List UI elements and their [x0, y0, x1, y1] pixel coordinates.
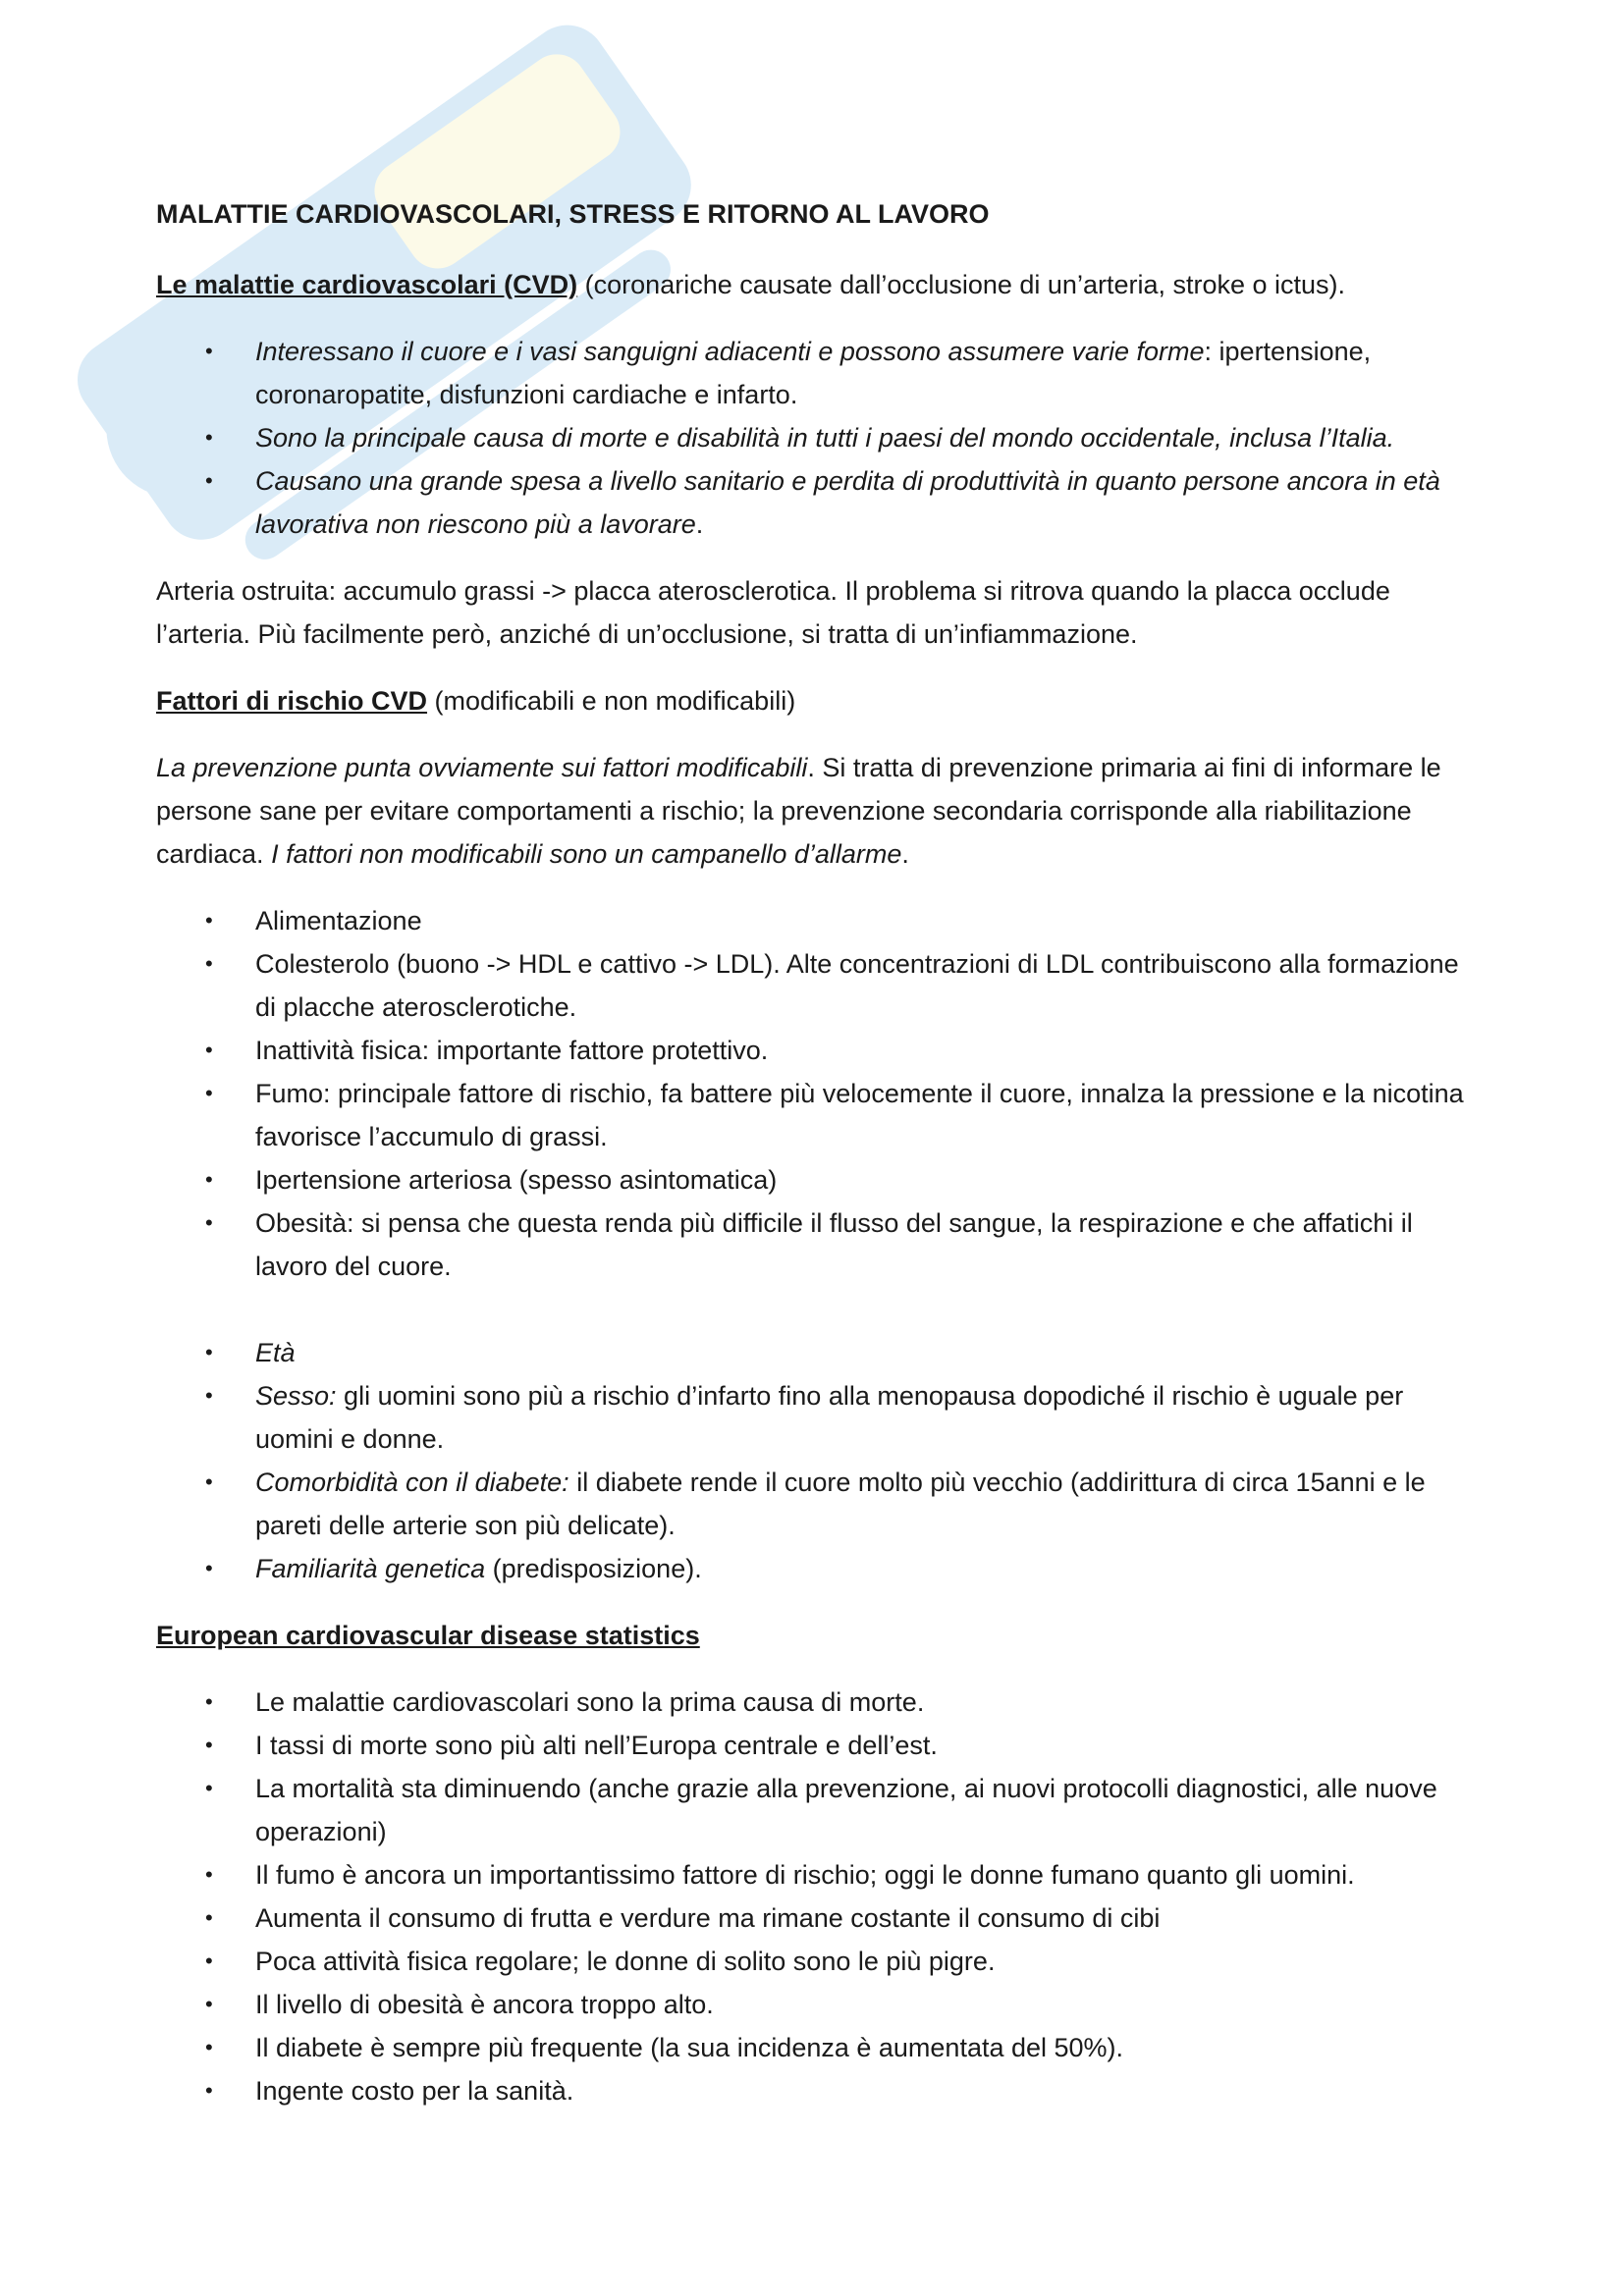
list-item: • Sesso: gli uomini sono più a rischio d’infarto fino alla menopausa dopodiché il rischio è uguale per uomini e donne. [156, 1374, 1477, 1461]
list-item: • Ingente costo per la sanità. [156, 2069, 1477, 2112]
bullet-icon: • [205, 2078, 213, 2103]
document-page [156, 192, 1477, 2136]
list-item: • Fumo: principale fattore di rischio, fa battere più velocemente il cuore, innalza la pressione e la nicotina favorisce l’accumulo di grassi. [156, 1072, 1477, 1158]
bullet-icon: • [205, 1038, 213, 1062]
heading-cvd-note: (coronariche causate dall’occlusione di un’arteria, stroke o ictus). [577, 270, 1346, 299]
list-item: • Inattività fisica: importante fattore protettivo. [156, 1029, 1477, 1072]
list-item: • Età [156, 1331, 1477, 1374]
document-title: MALATTIE CARDIOVASCOLARI, STRESS E RITORNO AL LAVORO [156, 199, 990, 229]
bullet-icon: • [205, 1949, 213, 1973]
list-item: • Aumenta il consumo di frutta e verdure ma rimane costante il consumo di cibi [156, 1896, 1477, 1940]
list-item: • Obesità: si pensa che questa renda più difficile il flusso del sangue, la respirazione e che affatichi il lavoro del cuore. [156, 1201, 1477, 1288]
bullet-icon: • [205, 1689, 213, 1714]
bullet-icon: • [205, 1081, 213, 1105]
bullet-icon: • [205, 1556, 213, 1580]
list-item: • Colesterolo (buono -> HDL e cattivo -> LDL). Alte concentrazioni di LDL contribuiscono alla formazione di placche aterosclerotiche. [156, 942, 1477, 1029]
list-item: • Il livello di obesità è ancora troppo alto. [156, 1983, 1477, 2026]
bullet-icon: • [205, 1469, 213, 1494]
list-item: • Interessano il cuore e i vasi sanguigni adiacenti e possono assumere varie forme: ipertensione, coronaropatite, disfunzioni cardiache e infarto. [156, 330, 1477, 416]
list-item: • Comorbidità con il diabete: il diabete rende il cuore molto più vecchio (addirittura di circa 15anni e le pareti delle arterie son più delicate). [156, 1461, 1477, 1547]
heading-risk: Fattori di rischio CVD [156, 686, 428, 716]
cvd-list [156, 330, 1477, 546]
section-heading-cvd [156, 263, 1477, 306]
heading-cvd: Le malattie cardiovascolari (CVD) [156, 270, 578, 299]
bullet-icon: • [205, 425, 213, 450]
bullet-icon: • [205, 1383, 213, 1408]
bullet-icon: • [205, 1905, 213, 1930]
bullet-icon: • [205, 1776, 213, 1800]
statistics-list [156, 1681, 1477, 2112]
bullet-icon: • [205, 468, 213, 493]
list-item: • Poca attività fisica regolare; le donne di solito sono le più pigre. [156, 1940, 1477, 1983]
list-item: • Il diabete è sempre più frequente (la sua incidenza è aumentata del 50%). [156, 2026, 1477, 2069]
bullet-icon: • [205, 1340, 213, 1364]
heading-risk-note: (modificabili e non modificabili) [427, 686, 796, 716]
bullet-icon: • [205, 1992, 213, 2016]
bullet-icon: • [205, 2035, 213, 2059]
bullet-icon: • [205, 951, 213, 976]
bullet-icon: • [205, 1167, 213, 1192]
list-item: • Causano una grande spesa a livello sanitario e perdita di produttività in quanto persone ancora in età lavorativa non riescono più a lavorare. [156, 459, 1477, 546]
bullet-icon: • [205, 908, 213, 933]
list-item: • Il fumo è ancora un importantissimo fattore di rischio; oggi le donne fumano quanto gli uomini. [156, 1853, 1477, 1896]
list-item: • Familiarità genetica (predisposizione). [156, 1547, 1477, 1590]
list-item: • La mortalità sta diminuendo (anche grazie alla prevenzione, ai nuovi protocolli diagnostici, alle nuove operazioni) [156, 1767, 1477, 1853]
artery-paragraph: Arteria ostruita: accumulo grassi -> placca aterosclerotica. Il problema si ritrova quando la placca occlude l’arteria. Più facilmente però, anziché di un’occlusione, si tratta di un’infiammazione. [156, 576, 1390, 649]
bullet-icon: • [205, 1210, 213, 1235]
prevention-paragraph: La prevenzione punta ovviamente sui fattori modificabili. Si tratta di prevenzione primaria ai fini di informare le persone sane per evitare comportamenti a rischio; la prevenzione secondaria corrisponde alla riabilitazione cardiaca. I fattori non modificabili sono un campanello d’allarme. [156, 753, 1441, 869]
section-heading-risk [156, 679, 1477, 722]
list-item: • I tassi di morte sono più alti nell’Europa centrale e dell’est. [156, 1724, 1477, 1767]
bullet-icon: • [205, 1733, 213, 1757]
bullet-icon: • [205, 339, 213, 363]
list-item: • Sono la principale causa di morte e disabilità in tutti i paesi del mondo occidentale, inclusa l’Italia. [156, 416, 1477, 459]
list-item: • Le malattie cardiovascolari sono la prima causa di morte. [156, 1681, 1477, 1724]
heading-statistics: European cardiovascular disease statistics [156, 1621, 700, 1650]
section-heading-statistics [156, 1614, 1477, 1657]
list-item: • Alimentazione [156, 899, 1477, 942]
list-item: • Ipertensione arteriosa (spesso asintomatica) [156, 1158, 1477, 1201]
risk-factors-list [156, 899, 1477, 1590]
bullet-icon: • [205, 1862, 213, 1887]
